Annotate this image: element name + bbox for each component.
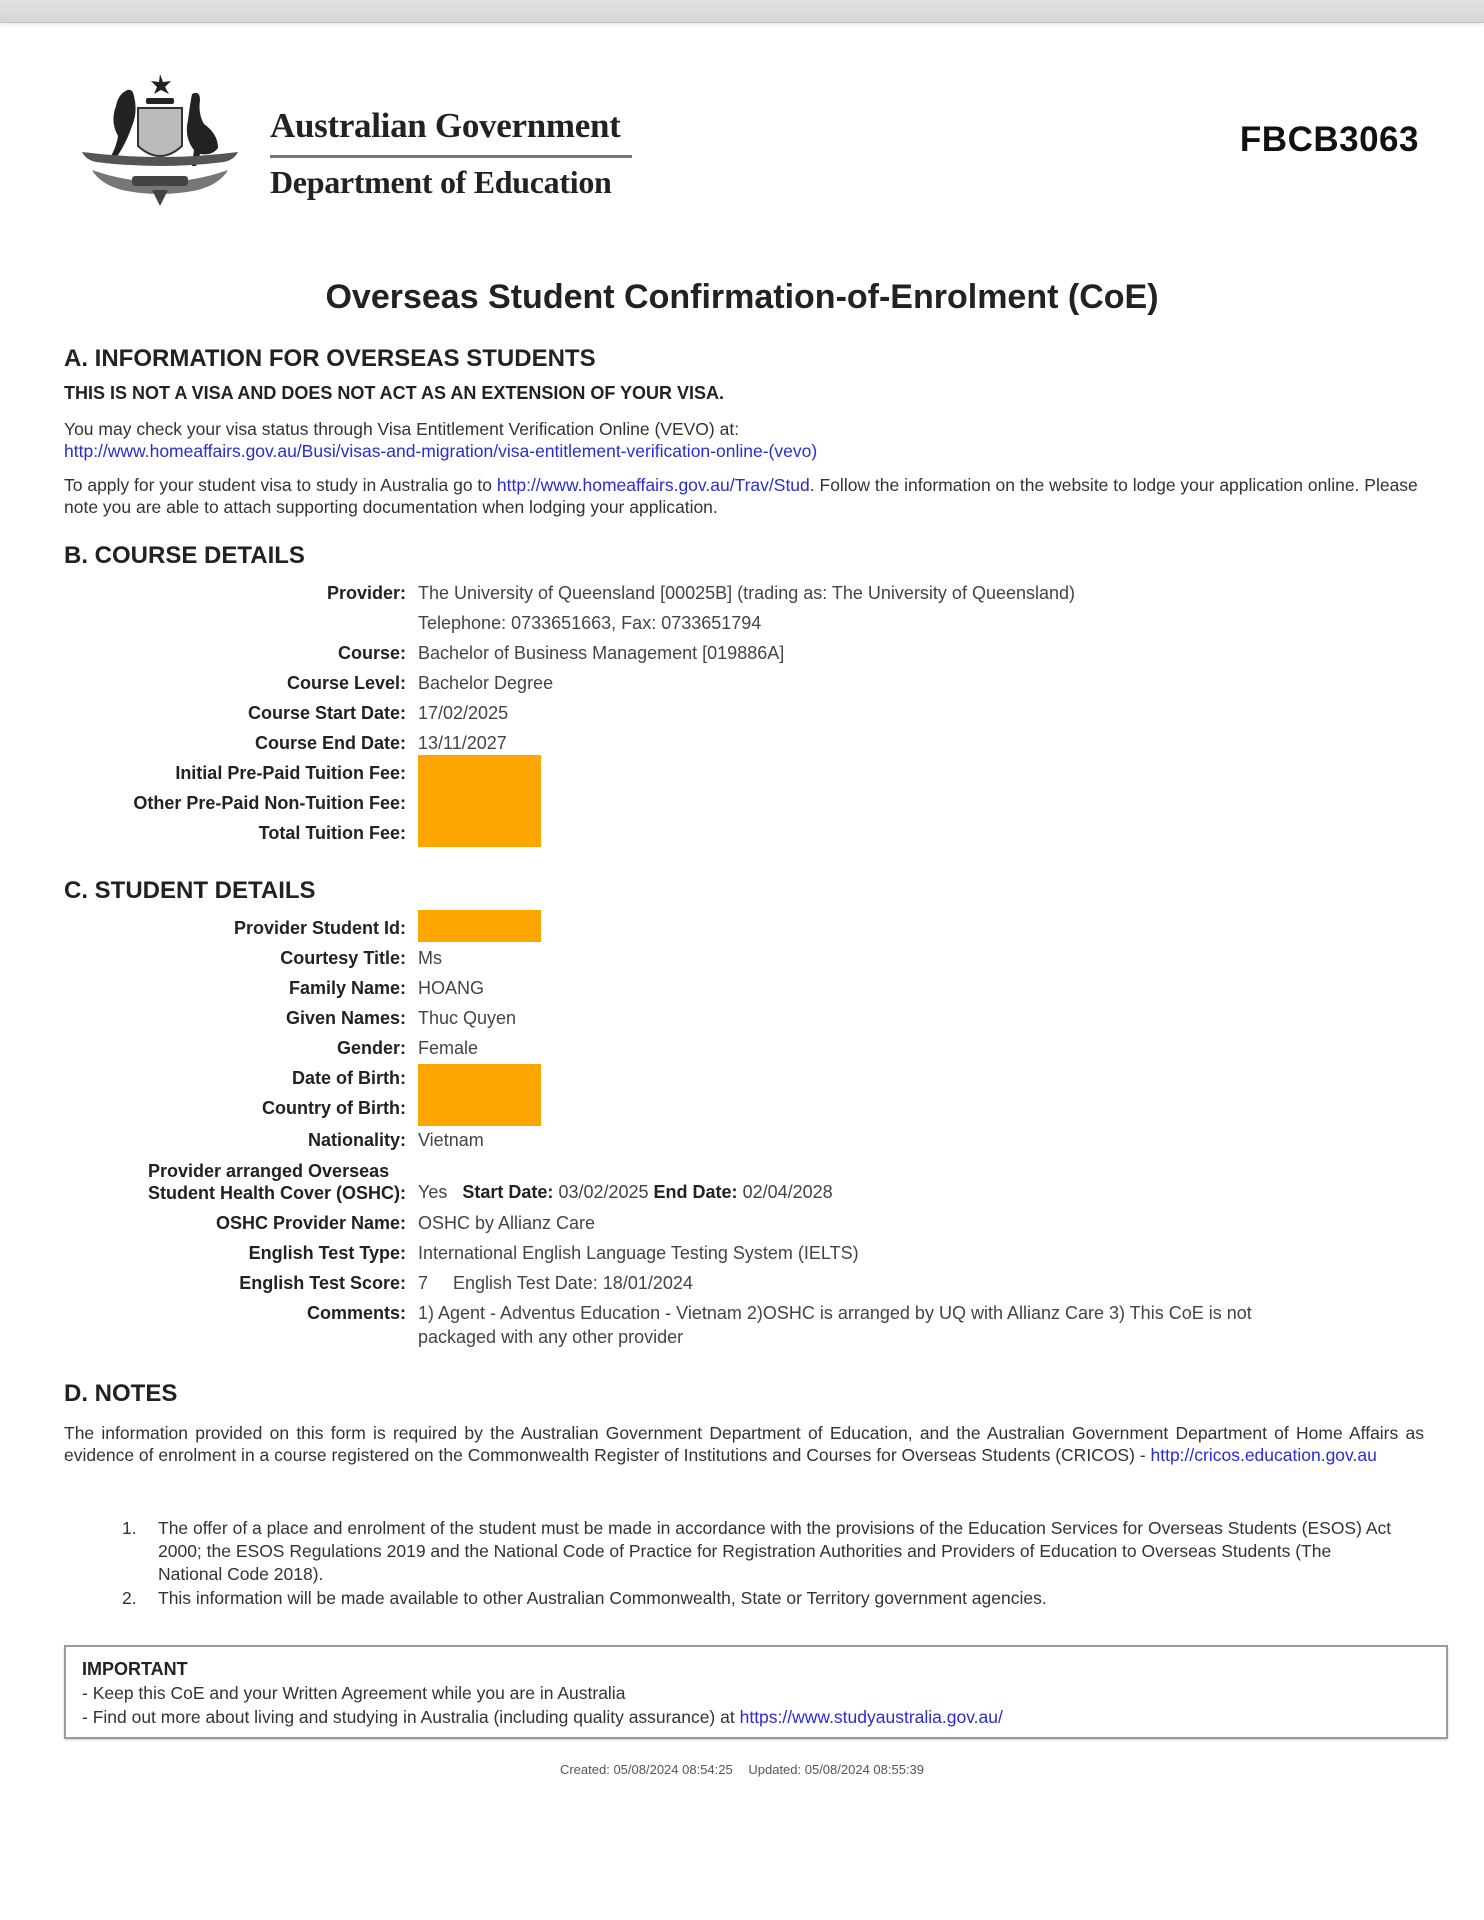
- comments-line2: packaged with any other provider: [418, 1327, 684, 1347]
- student-detail-row: [0, 1213, 1484, 1241]
- birth-details-redaction: [418, 1064, 541, 1126]
- section-c-heading: C. STUDENT DETAILS: [64, 877, 316, 904]
- student-detail-row: [0, 1327, 1484, 1355]
- course-detail-row: [0, 613, 1484, 641]
- header-divider: [270, 155, 632, 158]
- english-test-type-label: English Test Type:: [248, 1243, 406, 1263]
- english-test-type-value: International English Language Testing System (IELTS): [418, 1243, 859, 1263]
- country-of-birth-label: Country of Birth:: [262, 1098, 406, 1118]
- total-tuition-fee-label: Total Tuition Fee:: [258, 823, 406, 843]
- student-detail-row: [0, 1243, 1484, 1271]
- course-detail-row: [0, 823, 1484, 851]
- oshc-end-label: End Date:: [653, 1182, 738, 1202]
- cricos-link[interactable]: http://cricos.education.gov.au: [1150, 1445, 1377, 1465]
- department-name: Department of Education: [270, 164, 612, 200]
- provider-contact-value: Telephone: 0733651663, Fax: 0733651794: [418, 613, 762, 633]
- notes-item-text: The offer of a place and enrolment of the student must be made in accordance with the provisions of the Education Services for Overseas Students (ESOS) Act 2000; the ESOS Regulations 2019 and the National Code of Practice for Registration Authorities and Providers of Education to Overseas Students (The National Code 2018).: [158, 1518, 1392, 1584]
- visa-warning: THIS IS NOT A VISA AND DOES NOT ACT AS AN EXTENSION OF YOUR VISA.: [64, 383, 725, 403]
- homeaffairs-stud-link[interactable]: http://www.homeaffairs.gov.au/Trav/Stud: [496, 475, 810, 495]
- apply-paragraph: [64, 474, 1424, 518]
- important-box: [64, 1645, 1448, 1739]
- student-detail-row: [0, 1068, 1484, 1096]
- course-detail-row: [0, 793, 1484, 821]
- student-id-redaction: [418, 910, 541, 942]
- important-line-2-text: - Find out more about living and studying in Australia (including quality assurance) at: [82, 1707, 740, 1727]
- notes-item-number: 1.: [122, 1518, 137, 1538]
- courtesy-title-value: Ms: [418, 948, 442, 968]
- english-test-score-label: English Test Score:: [239, 1273, 406, 1293]
- provider-value: The University of Queensland [00025B] (trading as: The University of Queensland): [418, 583, 1076, 603]
- fees-redaction: [418, 755, 541, 847]
- notes-intro: [64, 1422, 1424, 1466]
- notes-item-number: 2.: [122, 1588, 137, 1608]
- apply-text-after: . Follow the information on the website to lodge your application online. Please note you are able to attach supporting documentation when lodging your application.: [64, 475, 1418, 517]
- family-name-label: Family Name:: [288, 978, 406, 998]
- english-test-date-label: English Test Date:: [453, 1273, 598, 1293]
- notes-item-text: This information will be made available to other Australian Commonwealth, State or Territory government agencies.: [158, 1588, 1047, 1608]
- vevo-text: You may check your visa status through Visa Entitlement Verification Online (VEVO) at:: [64, 419, 740, 439]
- course-level-label: Course Level:: [286, 673, 406, 693]
- course-label: Course:: [337, 643, 406, 663]
- oshc-start-value: 03/02/2025: [558, 1182, 649, 1202]
- study-australia-link[interactable]: https://www.studyaustralia.gov.au/: [739, 1707, 1003, 1727]
- english-test-date-value: 18/01/2024: [602, 1273, 693, 1293]
- initial-tuition-fee-label: Initial Pre-Paid Tuition Fee:: [175, 763, 406, 783]
- comments-line1: 1) Agent - Adventus Education - Vietnam 2)OSHC is arranged by UQ with Allianz Care 3) This CoE is not: [418, 1303, 1252, 1323]
- apply-text-before: To apply for your student visa to study in Australia go to: [64, 475, 497, 495]
- student-detail-row: [0, 918, 1484, 946]
- courtesy-title-label: Courtesy Title:: [280, 948, 406, 968]
- gender-value: Female: [418, 1038, 479, 1058]
- given-names-value: Thuc Quyen: [418, 1008, 517, 1028]
- english-test-score-value: 7: [418, 1273, 429, 1293]
- section-b-heading: B. COURSE DETAILS: [64, 542, 305, 569]
- course-end-label: Course End Date:: [254, 733, 406, 753]
- course-detail-row: [0, 703, 1484, 731]
- oshc-end-value: 02/04/2028: [742, 1182, 833, 1202]
- student-detail-row: [0, 948, 1484, 976]
- course-level-value: Bachelor Degree: [418, 673, 554, 693]
- course-detail-row: [0, 673, 1484, 701]
- oshc-provider-label: OSHC Provider Name:: [215, 1213, 406, 1233]
- oshc-arranged-value: Yes: [418, 1182, 448, 1202]
- comments-label: Comments:: [306, 1303, 406, 1323]
- coat-of-arms-icon: [62, 72, 258, 210]
- student-detail-row: [0, 1038, 1484, 1066]
- student-detail-row: [0, 1273, 1484, 1301]
- vevo-paragraph: [64, 418, 1424, 462]
- oshc-label-line1: Provider arranged Overseas: [147, 1161, 390, 1181]
- document-title: Overseas Student Confirmation-of-Enrolment (CoE): [325, 278, 1159, 316]
- updated-timestamp: Updated: 05/08/2024 08:55:39: [748, 1762, 925, 1777]
- course-value: Bachelor of Business Management [019886A]: [418, 643, 785, 663]
- given-names-label: Given Names:: [285, 1008, 406, 1028]
- course-end-value: 13/11/2027: [418, 733, 507, 753]
- gender-label: Gender:: [336, 1038, 406, 1058]
- student-detail-row: [0, 1008, 1484, 1036]
- notes-intro-text: The information provided on this form is required by the Australian Government Department of Education, and the Australian Government Department of Home Affairs as evidence of enrolment in a course registered on the Commonwealth Register of Institutions and Courses for Overseas Students (CRICOS) -: [64, 1423, 1424, 1465]
- document-timestamps: [0, 1762, 1484, 1777]
- family-name-value: HOANG: [418, 978, 485, 998]
- oshc-row: [0, 1182, 1484, 1210]
- course-detail-row: [0, 763, 1484, 791]
- course-detail-row: [0, 583, 1484, 611]
- vevo-link[interactable]: http://www.homeaffairs.gov.au/Busi/visas-and-migration/visa-entitlement-verification-online-(vevo): [64, 441, 818, 461]
- course-start-label: Course Start Date:: [247, 703, 406, 723]
- student-id-label: Provider Student Id:: [233, 918, 406, 938]
- course-detail-row: [0, 643, 1484, 671]
- student-detail-row: [0, 1098, 1484, 1126]
- course-start-value: 17/02/2025: [418, 703, 509, 723]
- viewer-top-bar: [0, 0, 1484, 23]
- student-detail-row: [0, 978, 1484, 1006]
- english-test-score-row: [418, 1273, 693, 1294]
- created-timestamp: Created: 05/08/2024 08:54:25: [559, 1762, 733, 1777]
- document-code: FBCB3063: [1239, 120, 1419, 159]
- section-d-heading: D. NOTES: [64, 1380, 178, 1407]
- oshc-label-line2: Student Health Cover (OSHC):: [147, 1183, 406, 1203]
- oshc-value: [418, 1182, 833, 1203]
- date-of-birth-label: Date of Birth:: [292, 1068, 406, 1088]
- important-line-2: [82, 1707, 1003, 1728]
- provider-label: Provider:: [326, 583, 406, 603]
- important-title: IMPORTANT: [82, 1659, 188, 1679]
- student-detail-row: [0, 1130, 1484, 1158]
- nationality-label: Nationality:: [307, 1130, 406, 1150]
- oshc-provider-value: OSHC by Allianz Care: [418, 1213, 596, 1233]
- oshc-start-label: Start Date:: [462, 1182, 554, 1202]
- government-name: Australian Government: [270, 106, 621, 145]
- course-detail-row: [0, 733, 1484, 761]
- nationality-value: Vietnam: [418, 1130, 484, 1150]
- section-a-heading: A. INFORMATION FOR OVERSEAS STUDENTS: [64, 345, 596, 372]
- other-fee-label: Other Pre-Paid Non-Tuition Fee:: [133, 793, 406, 813]
- important-line-1: - Keep this CoE and your Written Agreement while you are in Australia: [82, 1683, 626, 1703]
